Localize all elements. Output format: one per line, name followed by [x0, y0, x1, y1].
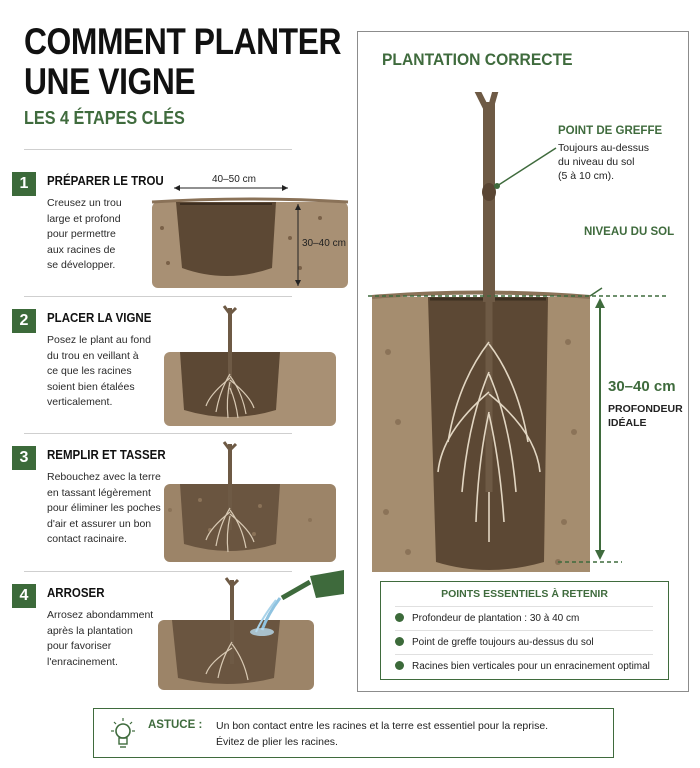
title-line-1: COMMENT PLANTER [24, 21, 342, 62]
bullet-dot-icon [395, 661, 404, 670]
step-2-illustration [150, 304, 350, 430]
panel-title: PLANTATION CORRECTE [382, 50, 573, 69]
step-4-title: ARROSER [47, 586, 105, 600]
step-divider-2 [24, 433, 292, 434]
depth-value: 30–40 cm [608, 378, 676, 395]
graft-point-text: Toujours au-dessus du niveau du sol (5 à 10 cm). [558, 142, 650, 182]
step-4-illustration [150, 568, 350, 692]
key-point-item [395, 654, 653, 679]
step-1-illustration [150, 168, 350, 294]
header-divider [24, 149, 292, 150]
step-2-description: Posez le plant au fond du trou en veillant à ce que les racines soient bien étalées verticalement. [47, 334, 151, 408]
step-2-title: PLACER LA VIGNE [47, 311, 152, 325]
tip-text: Un bon contact entre les racines et la terre est essentiel pour la reprise. Évitez de plier les racines. [216, 720, 549, 748]
tip-label: ASTUCE : [148, 719, 203, 731]
bullet-dot-icon [395, 613, 404, 622]
ground-level-label: NIVEAU DU SOL [584, 226, 675, 238]
step-1-width-label: 40–50 cm [212, 174, 256, 185]
bullet-dot-icon [395, 637, 404, 646]
key-points-title: POINTS ESSENTIELS À RETENIR [441, 588, 608, 600]
step-2-number: 2 [12, 309, 36, 333]
title-line-2: UNE VIGNE [24, 61, 196, 102]
key-point-item [395, 606, 653, 631]
step-3-illustration [150, 440, 350, 566]
key-point-text: Point de greffe toujours au-dessus du sol [412, 637, 594, 648]
depth-caption: PROFONDEUR IDÉALE [608, 403, 683, 429]
key-points-box [380, 581, 669, 680]
step-4-description: Arrosez abondamment après la plantation pour favoriser l'enracinement. [47, 609, 154, 668]
step-divider-1 [24, 296, 292, 297]
step-1-depth-label: 30–40 cm [302, 238, 346, 249]
key-point-text: Profondeur de plantation : 30 à 40 cm [412, 613, 580, 624]
page-subtitle: LES 4 ÉTAPES CLÉS [24, 108, 185, 128]
key-point-item [395, 630, 653, 655]
step-1-description: Creusez un trou large et profond pour permettre aux racines de se développer. [47, 197, 122, 271]
step-1-title: PRÉPARER LE TROU [47, 174, 164, 188]
step-3-description: Rebouchez avec la terre en tassant légèrement pour éliminer les poches d'air et assurer un bon contact racinaire. [47, 471, 161, 545]
tip-box [93, 708, 614, 758]
step-3-title: REMPLIR ET TASSER [47, 448, 166, 462]
graft-point-label: POINT DE GREFFE [558, 125, 663, 137]
page-title [24, 22, 341, 102]
key-point-text: Racines bien verticales pour un enracinement optimal [412, 661, 650, 672]
step-1-number: 1 [12, 172, 36, 196]
lightbulb-icon [108, 717, 138, 749]
plantation-panel [357, 31, 689, 692]
step-4-number: 4 [12, 584, 36, 608]
step-3-number: 3 [12, 446, 36, 470]
